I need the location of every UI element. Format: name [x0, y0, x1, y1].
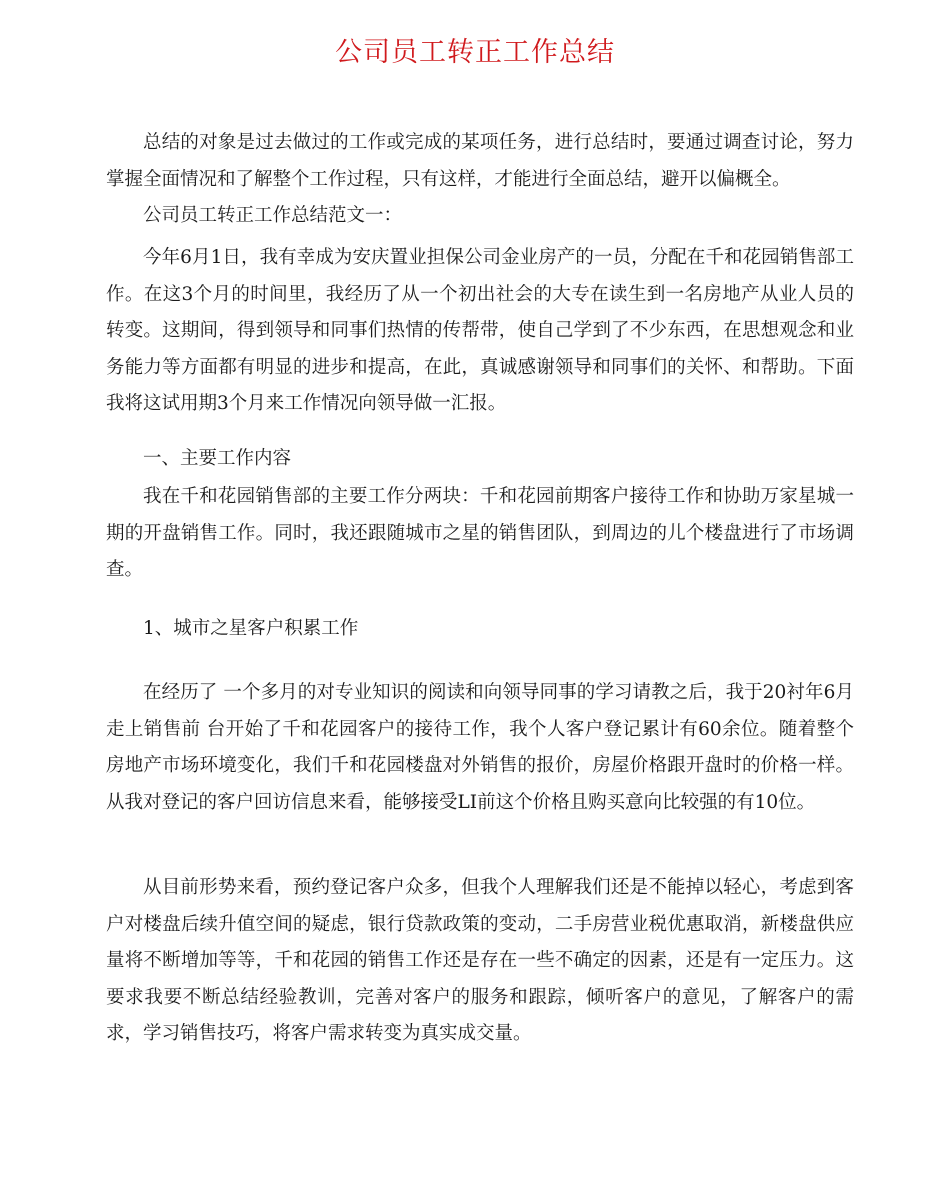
paragraph-intro: 总结的对象是过去做过的工作或完成的某项任务，进行总结时，要通过调查讨论，努力掌握全面情况和了解整个工作过程，只有这样，才能进行全面总结，避开以偏概全。: [106, 132, 854, 190]
document-title: 公司员工转正工作总结: [335, 37, 615, 68]
paragraph-customer-reception: 在经历了 一个多月的对专业知识的阅读和向领导同事的学习请教之后，我于20衬年6月走上销售前 台开始了千和花园客户的接待工作，我个人客户登记累计有60余位。随着整个房地产市场环境变化，我们千和花园楼盘对外销售的报价，房屋价格跟开盘时的价格一样。从我对登记的客户回访信息来看，能够接受LI前这个价格且购买意向比较强的有10位。: [106, 682, 854, 813]
paragraph-current-situation: 从目前形势来看，预约登记客户众多，但我个人理解我们还是不能掉以轻心，考虑到客户对楼盘后续升值空间的疑虑，银行贷款政策的变动，二手房营业税优惠取消，新楼盘供应量将不断增加等等，千和花园的销售工作还是存在一些不确定的因素，还是有一定压力。这要求我要不断总结经验教训，完善对客户的服务和跟踪，倾听客户的意见，了解客户的需求，学习销售技巧，将客户需求转变为真实成交量。: [106, 877, 854, 1044]
paragraph-main-work: 我在千和花园销售部的主要工作分两块：千和花园前期客户接待工作和协助万家星城一期的开盘销售工作。同时，我还跟随城市之星的销售团队，到周边的儿个楼盘进行了市场调查。: [106, 486, 854, 580]
section-heading-customer-accumulation: 1、城市之星客户积累工作: [143, 618, 359, 639]
paragraph-sample-heading: 公司员工转正工作总结范文一：: [143, 205, 403, 226]
paragraph-joining: 今年6月1日，我有幸成为安庆置业担保公司金业房产的一员，分配在千和花园销售部工作。在这3个月的时间里，我经历了从一个初出社会的大专在读生到一名房地产从业人员的转变。这期间，得到领导和同事们热情的传帮带，使自己学到了不少东西，在思想观念和业务能力等方面都有明显的进步和提高，在此，真诚感谢领导和同事们的关怀、和帮助。下面我将这试用期3个月来工作情况向领导做一汇报。: [106, 247, 854, 414]
section-heading-main-work: 一、主要工作内容: [143, 448, 292, 469]
